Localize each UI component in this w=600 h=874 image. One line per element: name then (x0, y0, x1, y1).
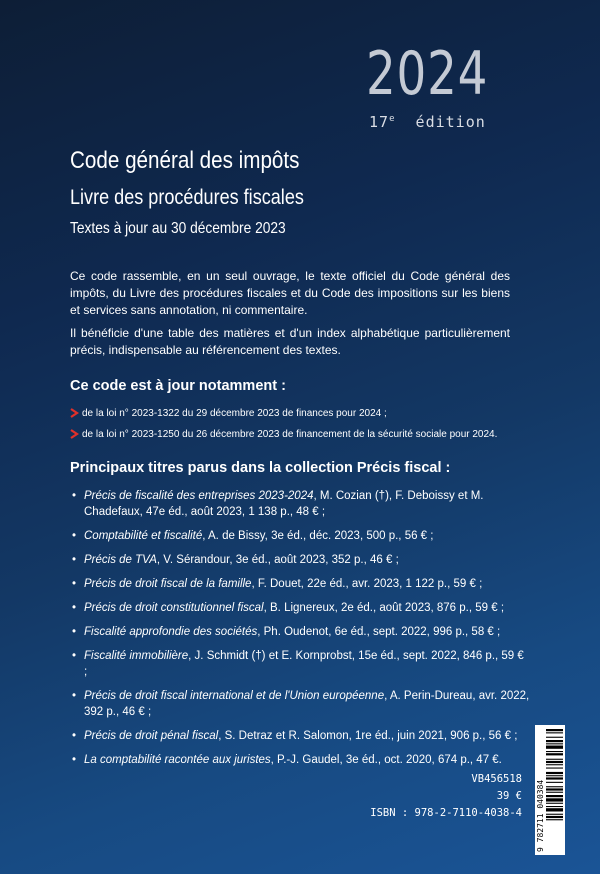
reference-code: VB456518 (471, 773, 522, 785)
collection-item (70, 752, 530, 768)
collection-heading: Principaux titres parus dans la collection Précis fiscal : (70, 460, 451, 476)
law-text: de la loi n° 2023-1322 du 29 décembre 2023 de finances pour 2024 ; (82, 408, 387, 419)
book-details: , M. Cozian (†), F. Deboissy et M. Chadefaux, 47e éd., août 2023, 1 138 p., 48 € ; (84, 490, 484, 518)
bullet-icon: • (72, 530, 77, 542)
book-title: Précis de droit fiscal de la famille (84, 578, 252, 590)
book-title: Fiscalité approfondie des sociétés (84, 626, 258, 638)
product-codes (370, 771, 522, 822)
isbn: ISBN : 978-2-7110-4038-4 (370, 807, 522, 819)
barcode-digits: 9 782711 040384 (536, 779, 545, 852)
book-title: La comptabilité racontée aux juristes (84, 754, 271, 766)
book-title: Précis de droit constitutionnel fiscal (84, 602, 264, 614)
book-details: , B. Lignereux, 2e éd., août 2023, 876 p., 59 € ; (263, 602, 505, 614)
collection-item (70, 624, 530, 640)
book-details: , Ph. Oudenot, 6e éd., sept. 2022, 996 p., 58 € ; (257, 626, 501, 638)
book-details: , J. Schmidt (†) et E. Kornprobst, 15e éd., sept. 2022, 846 p., 59 € ; (84, 650, 524, 678)
edition-year: 2024 (366, 39, 489, 109)
collection-item (70, 576, 530, 592)
collection-item (70, 552, 530, 568)
book-details: , F. Douet, 22e éd., avr. 2023, 1 122 p., 59 € ; (251, 578, 483, 590)
book-details: , A. de Bissy, 3e éd., déc. 2023, 500 p., 56 € ; (202, 530, 434, 542)
price: 39 € (496, 790, 522, 802)
edition-word: édition (415, 113, 486, 131)
laws-list (70, 403, 540, 445)
law-item (70, 424, 540, 445)
book-title: Précis de fiscalité des entreprises 2023-2024 (84, 490, 314, 502)
law-text: de la loi n° 2023-1250 du 26 décembre 2023 de financement de la sécurité sociale pour 2024. (82, 429, 498, 440)
chevron-right-icon (70, 408, 79, 418)
bullet-icon: • (72, 626, 77, 638)
bullet-icon: • (72, 578, 77, 590)
collection-item (70, 600, 530, 616)
book-details: , P.-J. Gaudel, 3e éd., oct. 2020, 674 p., 47 €. (270, 754, 502, 766)
barcode (535, 725, 565, 855)
description-paragraph-1: Ce code rassemble, en un seul ouvrage, le texte officiel du Code général des impôts, du Livre des procédures fiscales et du Code des impositions sur les biens et services sans annotation, ni commentaire. (70, 269, 510, 317)
bullet-icon: • (72, 690, 77, 702)
bullet-icon: • (72, 650, 77, 662)
collection-item (70, 528, 530, 544)
collection-item (70, 688, 530, 720)
bullet-icon: • (72, 754, 77, 766)
book-details: , V. Sérandour, 3e éd., août 2023, 352 p., 46 € ; (156, 554, 399, 566)
collection-list (70, 488, 530, 776)
book-title: Précis de droit pénal fiscal (84, 730, 219, 742)
update-date: Textes à jour au 30 décembre 2023 (70, 220, 286, 237)
edition-number: 17 (369, 113, 390, 131)
edition-label (369, 113, 486, 131)
book-title: Fiscalité immobilière (84, 650, 189, 662)
book-title: Comptabilité et fiscalité (84, 530, 203, 542)
book-details: , S. Detraz et R. Salomon, 1re éd., juin 2021, 906 p., 56 € ; (218, 730, 518, 742)
law-item (70, 403, 540, 424)
bullet-icon: • (72, 730, 77, 742)
subtitle: Livre des procédures fiscales (70, 186, 304, 209)
collection-item (70, 728, 530, 744)
description-paragraph-2: Il bénéficie d'une table des matières et d'un index alphabétique particulièrement précis, indispensable au référencement des textes. (70, 326, 510, 357)
updates-heading: Ce code est à jour notamment : (70, 378, 286, 394)
book-details: , A. Perin-Dureau, avr. 2022, 392 p., 46 € ; (84, 690, 530, 718)
collection-item (70, 648, 530, 680)
book-title: Précis de droit fiscal international et de l'Union européenne (84, 690, 385, 702)
book-title: Précis de TVA (84, 554, 157, 566)
edition-sup: e (389, 114, 396, 124)
bullet-icon: • (72, 490, 77, 502)
chevron-right-icon (70, 429, 79, 439)
bullet-icon: • (72, 554, 77, 566)
collection-item (70, 488, 530, 520)
main-title: Code général des impôts (70, 147, 300, 174)
bullet-icon: • (72, 602, 77, 614)
